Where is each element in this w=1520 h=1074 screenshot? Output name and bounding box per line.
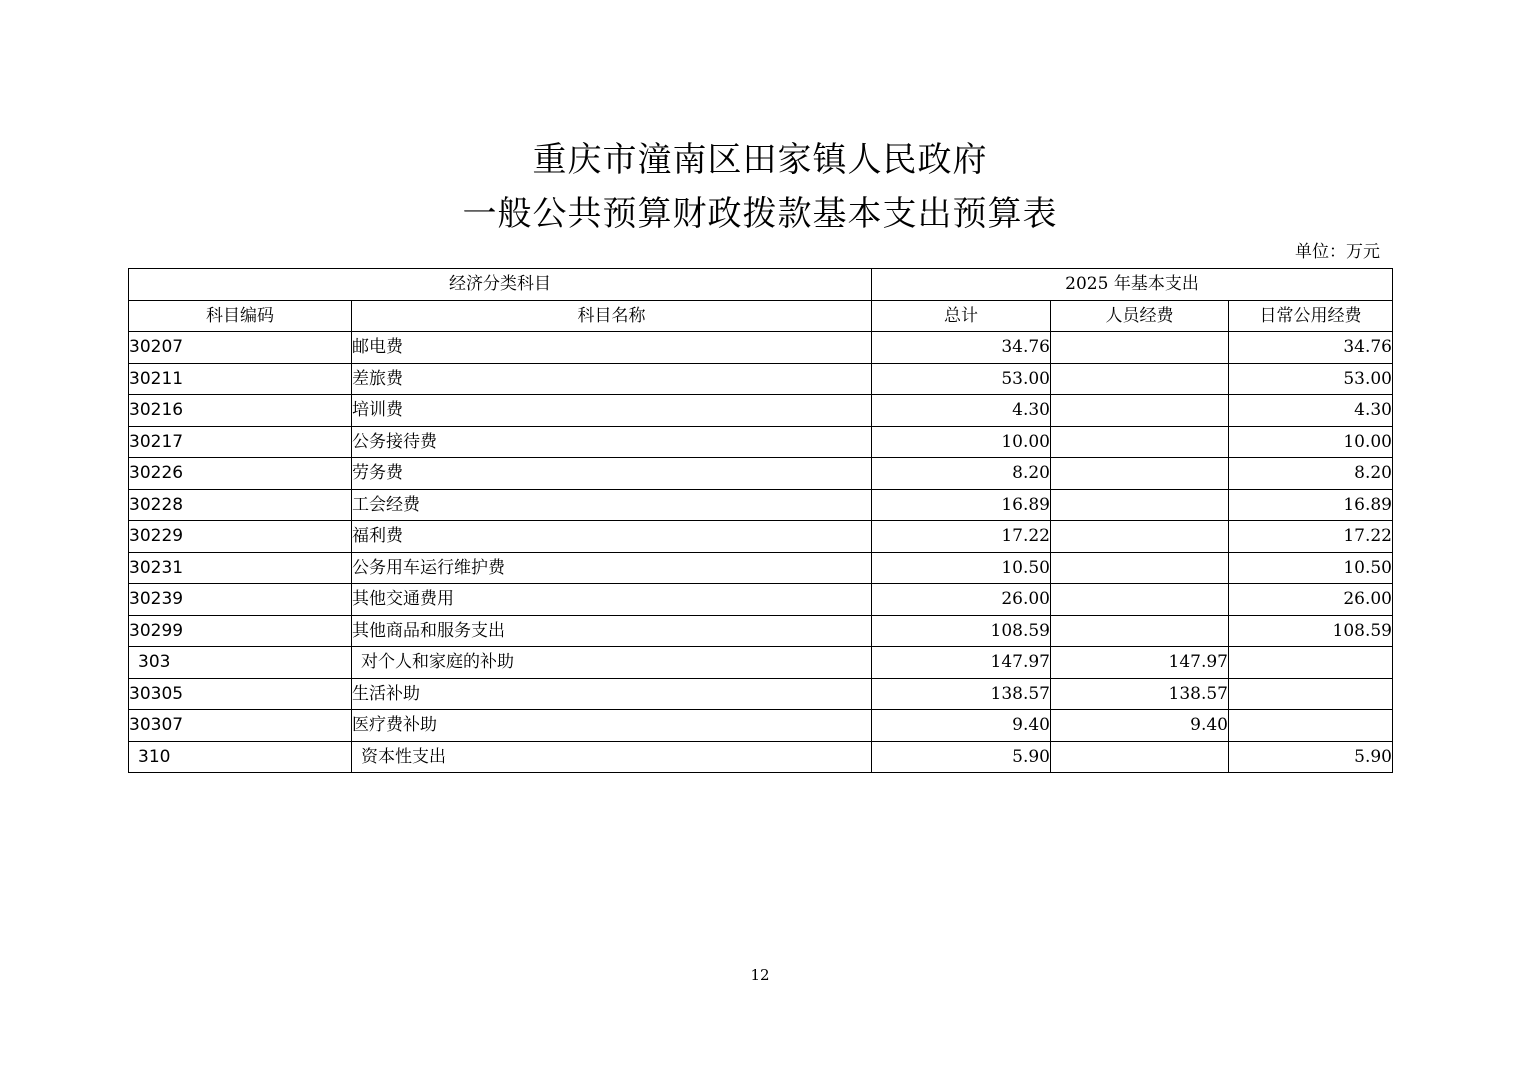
table-row [129, 584, 1393, 616]
cell-public [1229, 710, 1393, 742]
document-title-line1: 重庆市潼南区田家镇人民政府 [532, 140, 988, 180]
cell-total: 5.90 [872, 741, 1051, 773]
cell-public [1229, 647, 1393, 679]
cell-public: 5.90 [1229, 741, 1393, 773]
cell-total: 4.30 [872, 395, 1051, 427]
cell-public: 53.00 [1229, 363, 1393, 395]
cell-code: 30307 [129, 710, 352, 742]
cell-total: 10.00 [872, 426, 1051, 458]
cell-public: 34.76 [1229, 332, 1393, 364]
cell-personnel [1051, 552, 1229, 584]
table-row [129, 521, 1393, 553]
cell-total: 17.22 [872, 521, 1051, 553]
header-basic-expenditure: 2025 年基本支出 [872, 269, 1393, 301]
cell-code: 30228 [129, 489, 352, 521]
cell-personnel [1051, 332, 1229, 364]
cell-code: 30226 [129, 458, 352, 490]
cell-personnel [1051, 363, 1229, 395]
page-number: 12 [750, 966, 770, 984]
cell-code: 303 [129, 647, 352, 679]
cell-total: 53.00 [872, 363, 1051, 395]
cell-total: 10.50 [872, 552, 1051, 584]
cell-total: 8.20 [872, 458, 1051, 490]
cell-code: 30229 [129, 521, 352, 553]
table-row [129, 395, 1393, 427]
table-row [129, 552, 1393, 584]
cell-public: 108.59 [1229, 615, 1393, 647]
cell-public: 10.50 [1229, 552, 1393, 584]
cell-code: 30216 [129, 395, 352, 427]
table-row [129, 489, 1393, 521]
cell-name: 培训费 [352, 395, 872, 427]
header-code: 科目编码 [129, 300, 352, 332]
unit-label: 单位：万元 [1295, 242, 1380, 262]
table-row [129, 710, 1393, 742]
cell-name: 资本性支出 [352, 741, 872, 773]
cell-total: 34.76 [872, 332, 1051, 364]
cell-personnel [1051, 458, 1229, 490]
budget-table [128, 268, 1393, 773]
table-row [129, 458, 1393, 490]
cell-code: 30299 [129, 615, 352, 647]
cell-personnel [1051, 395, 1229, 427]
cell-public: 8.20 [1229, 458, 1393, 490]
table-row [129, 426, 1393, 458]
cell-personnel: 147.97 [1051, 647, 1229, 679]
cell-name: 劳务费 [352, 458, 872, 490]
cell-personnel [1051, 584, 1229, 616]
cell-code: 30211 [129, 363, 352, 395]
cell-code: 30239 [129, 584, 352, 616]
cell-name: 差旅费 [352, 363, 872, 395]
cell-code: 30207 [129, 332, 352, 364]
cell-total: 138.57 [872, 678, 1051, 710]
cell-code: 310 [129, 741, 352, 773]
cell-name: 工会经费 [352, 489, 872, 521]
cell-personnel [1051, 426, 1229, 458]
cell-personnel [1051, 741, 1229, 773]
cell-total: 147.97 [872, 647, 1051, 679]
header-public: 日常公用经费 [1229, 300, 1393, 332]
cell-personnel [1051, 521, 1229, 553]
table-row [129, 678, 1393, 710]
cell-name: 生活补助 [352, 678, 872, 710]
cell-total: 26.00 [872, 584, 1051, 616]
document-title-line2: 一般公共预算财政拨款基本支出预算表 [462, 194, 1058, 234]
cell-public [1229, 678, 1393, 710]
cell-name: 福利费 [352, 521, 872, 553]
cell-name: 医疗费补助 [352, 710, 872, 742]
table-body [129, 332, 1393, 773]
cell-public: 16.89 [1229, 489, 1393, 521]
table-row [129, 615, 1393, 647]
cell-personnel [1051, 615, 1229, 647]
cell-name: 其他商品和服务支出 [352, 615, 872, 647]
table-column-header-row [129, 300, 1393, 332]
header-personnel: 人员经费 [1051, 300, 1229, 332]
cell-name: 公务用车运行维护费 [352, 552, 872, 584]
header-economic-classification: 经济分类科目 [129, 269, 872, 301]
cell-public: 10.00 [1229, 426, 1393, 458]
header-total: 总计 [872, 300, 1051, 332]
cell-code: 30231 [129, 552, 352, 584]
table-row [129, 332, 1393, 364]
cell-total: 9.40 [872, 710, 1051, 742]
header-name: 科目名称 [352, 300, 872, 332]
cell-total: 108.59 [872, 615, 1051, 647]
cell-name: 其他交通费用 [352, 584, 872, 616]
cell-name: 邮电费 [352, 332, 872, 364]
cell-code: 30217 [129, 426, 352, 458]
cell-personnel: 138.57 [1051, 678, 1229, 710]
cell-personnel [1051, 489, 1229, 521]
table-row [129, 647, 1393, 679]
table-row [129, 363, 1393, 395]
cell-code: 30305 [129, 678, 352, 710]
cell-personnel: 9.40 [1051, 710, 1229, 742]
cell-name: 对个人和家庭的补助 [352, 647, 872, 679]
table-group-header-row [129, 269, 1393, 301]
cell-public: 17.22 [1229, 521, 1393, 553]
cell-name: 公务接待费 [352, 426, 872, 458]
table-row [129, 741, 1393, 773]
cell-public: 4.30 [1229, 395, 1393, 427]
cell-public: 26.00 [1229, 584, 1393, 616]
cell-total: 16.89 [872, 489, 1051, 521]
